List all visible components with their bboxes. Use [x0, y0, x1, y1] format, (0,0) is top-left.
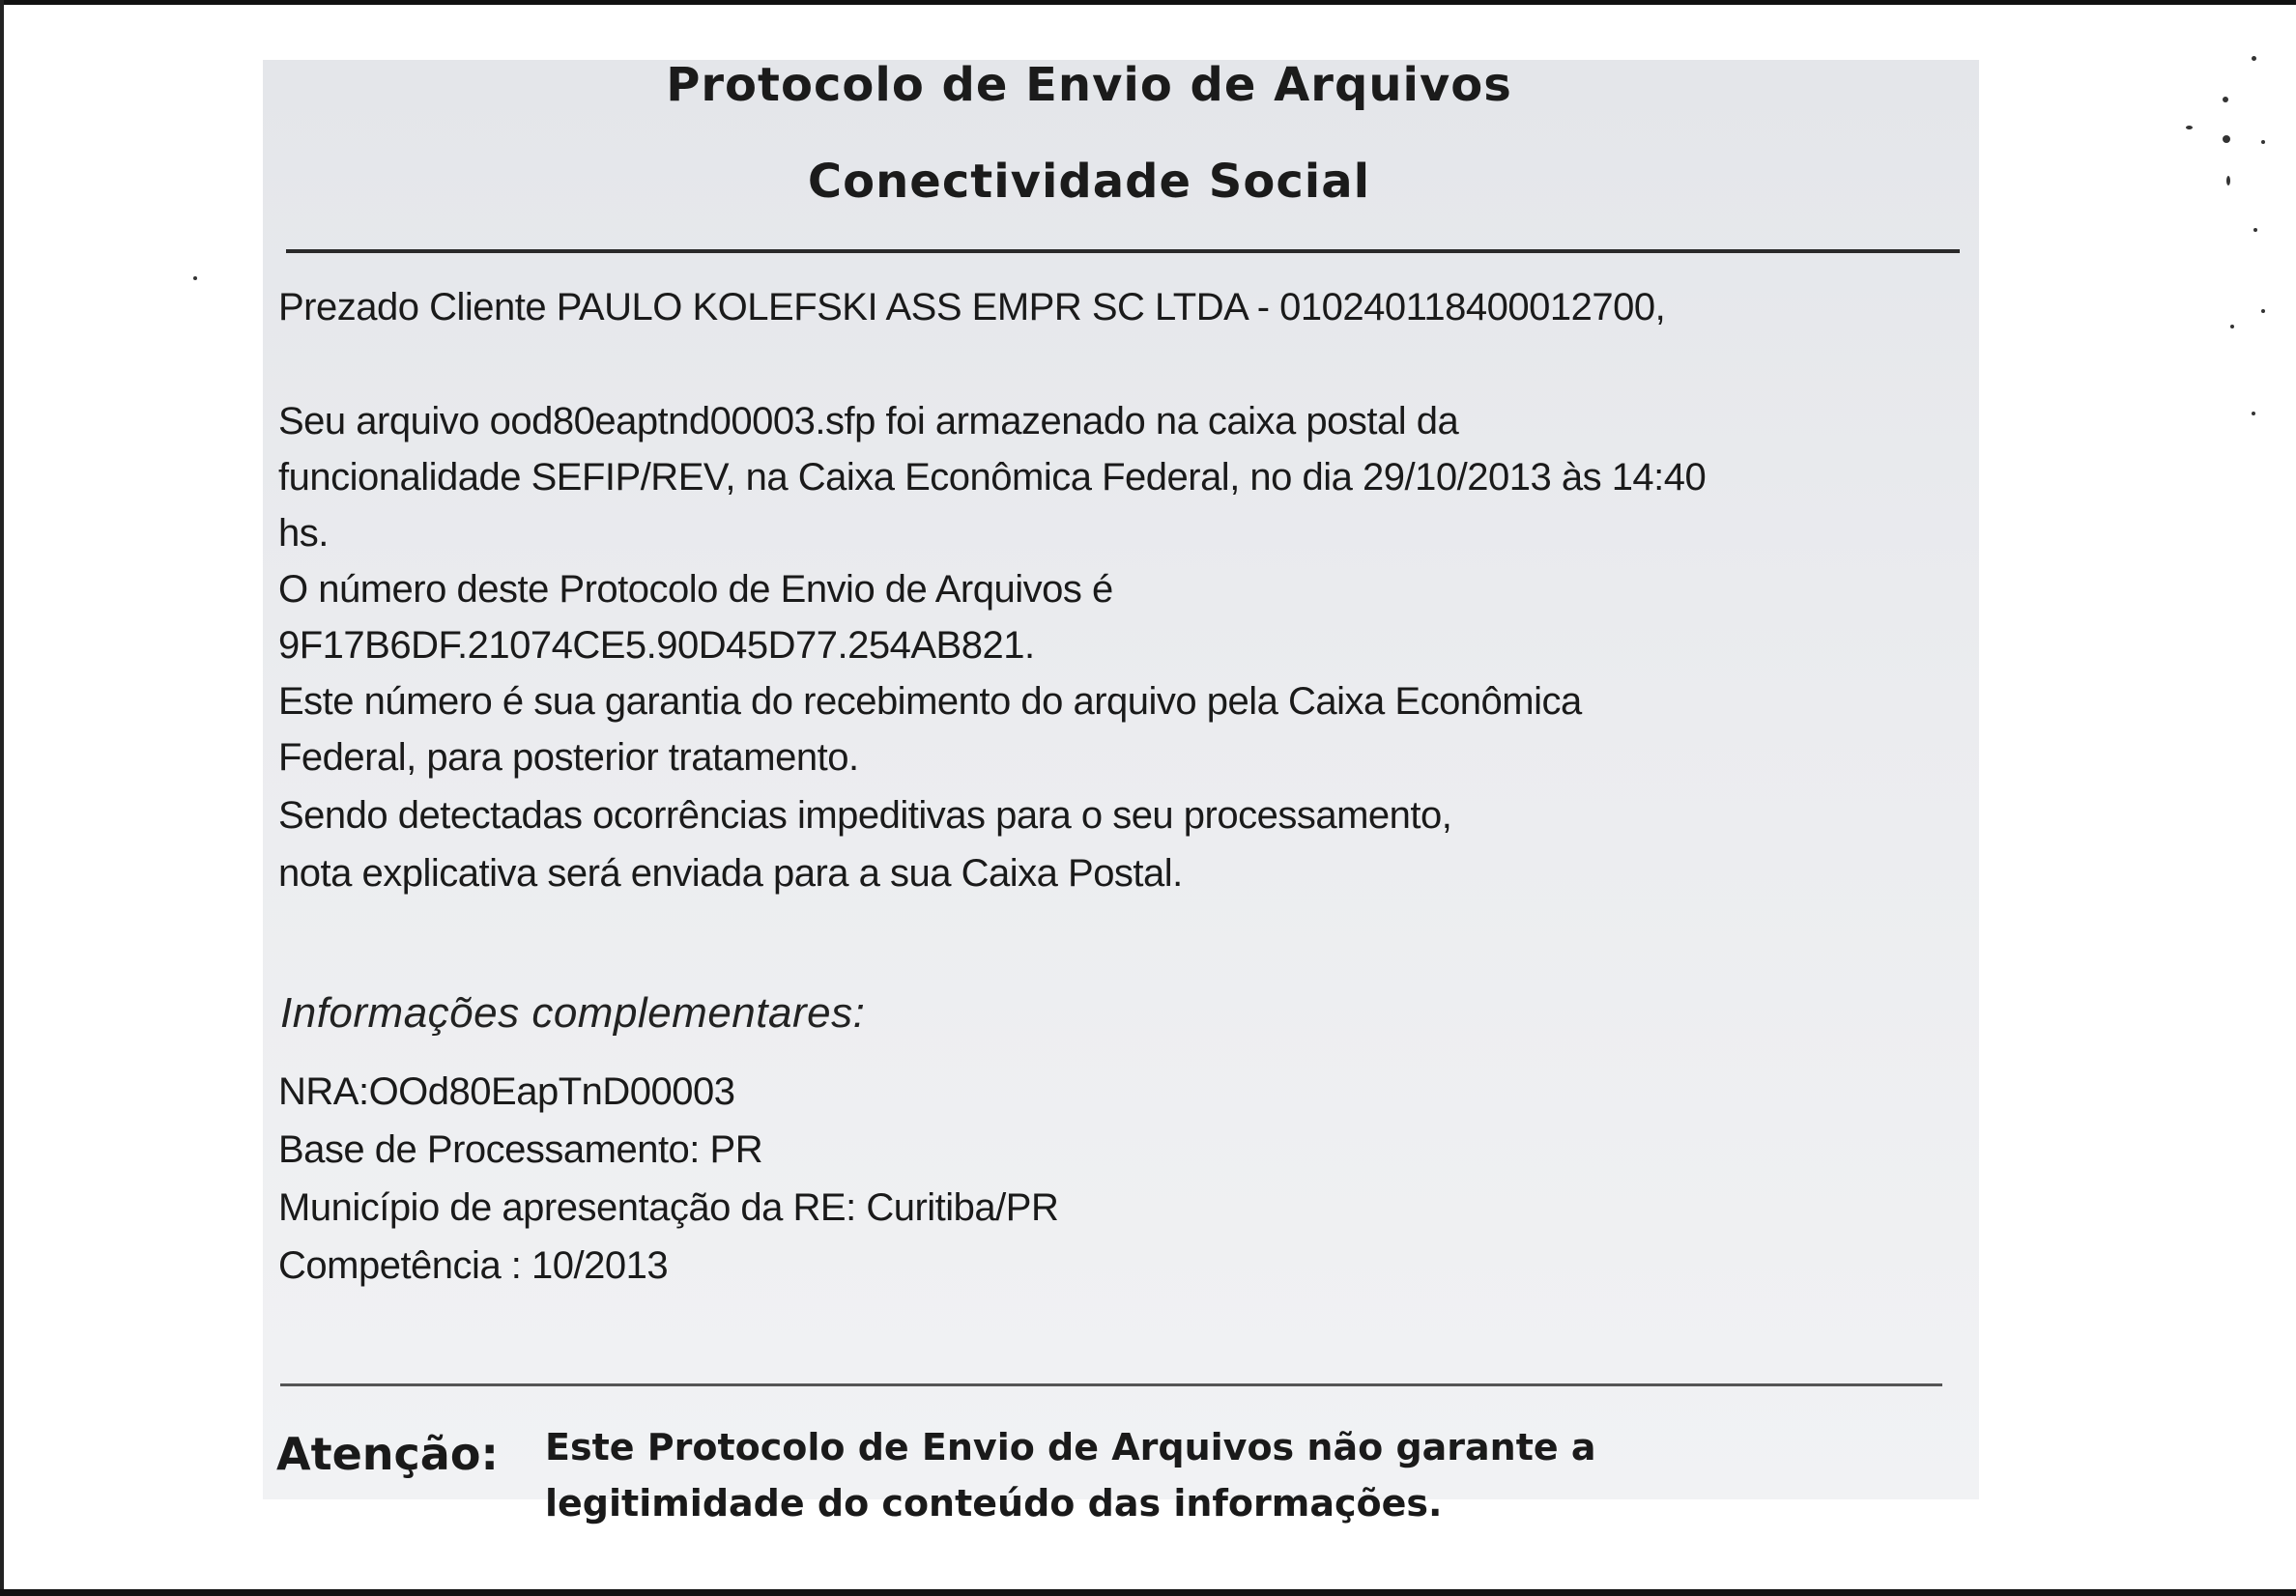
protocol-number: 9F17B6DF.21074CE5.90D45D77.254AB821.	[278, 624, 1035, 667]
nra-line: NRA:OOd80EapTnD00003	[278, 1070, 735, 1113]
body-line: nota explicativa será enviada para a sua Caixa Postal.	[278, 852, 1183, 895]
scan-speck	[193, 276, 197, 280]
scan-border-top	[0, 0, 2296, 5]
scan-speck	[2261, 140, 2265, 144]
processing-base-line: Base de Processamento: PR	[278, 1128, 763, 1171]
attention-label: Atenção:	[276, 1428, 499, 1480]
attention-text-line: Este Protocolo de Envio de Arquivos não garante a	[545, 1426, 1596, 1468]
scan-speck	[2261, 309, 2265, 313]
scan-speck	[2223, 135, 2230, 143]
scan-speck	[2252, 56, 2256, 61]
municipality-line: Município de apresentação da RE: Curitiba/PR	[278, 1186, 1059, 1229]
scan-speck	[2230, 325, 2234, 328]
body-line: Federal, para posterior tratamento.	[278, 736, 859, 779]
body-line: hs.	[278, 512, 329, 555]
body-line: Este número é sua garantia do recebimento do arquivo pela Caixa Econômica	[278, 680, 1582, 723]
document-title: Protocolo de Envio de Arquivos	[666, 58, 1512, 112]
scan-border-left	[0, 0, 4, 1596]
scan-speck	[2253, 228, 2257, 232]
scan-speck	[2223, 97, 2228, 102]
scan-speck	[2226, 176, 2230, 185]
body-line: Seu arquivo ood80eaptnd00003.sfp foi armazenado na caixa postal da	[278, 400, 1459, 442]
greeting-line: Prezado Cliente PAULO KOLEFSKI ASS EMPR SC LTDA - 010240118400012700,	[278, 286, 1666, 328]
body-line: funcionalidade SEFIP/REV, na Caixa Econômica Federal, no dia 29/10/2013 às 14:40	[278, 456, 1707, 499]
document-subtitle: Conectividade Social	[807, 155, 1371, 209]
attention-text-line: legitimidade do conteúdo das informações.	[545, 1482, 1443, 1525]
scan-speck	[2252, 412, 2255, 415]
scan-speck	[2186, 126, 2193, 129]
top-divider	[286, 249, 1960, 253]
complementary-info-heading: Informações complementares:	[280, 989, 866, 1037]
body-line: Sendo detectadas ocorrências impeditivas para o seu processamento,	[278, 794, 1452, 837]
bottom-divider	[280, 1383, 1942, 1386]
scan-border-bottom	[0, 1589, 2296, 1596]
body-line: O número deste Protocolo de Envio de Arquivos é	[278, 568, 1113, 611]
competence-line: Competência : 10/2013	[278, 1244, 669, 1287]
